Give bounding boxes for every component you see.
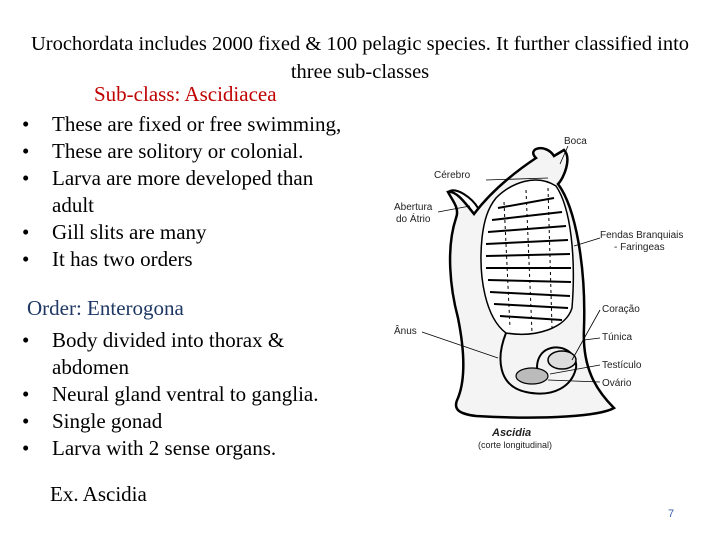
bullet-item [22,327,322,381]
bullet-item [22,435,402,462]
page-number: 7 [668,508,675,520]
caption-title: Ascidia [492,427,532,439]
bullet-item [22,381,402,408]
label-boca: Boca [564,136,587,147]
label-abertura: Abertura [394,202,433,213]
order-bullet-list [22,327,402,462]
bullet-dot-icon: • [22,382,30,406]
label-anus: Ânus [394,326,417,337]
bullet-item [22,408,402,435]
bullet-text: Larva are more developed than adult [52,166,314,217]
label-testiculo: Testículo [602,360,642,371]
bullet-text: Single gonad [52,409,163,433]
bullet-text: Neural gland ventral to ganglia. [52,382,319,406]
bullet-dot-icon: • [22,409,30,433]
bullet-item [22,246,402,273]
caption-subtitle: (corte longitudinal) [478,440,553,450]
bullet-text: Body divided into thorax & abdomen [52,328,285,379]
order-title: Order: Enterogona [27,296,184,320]
heart-shape [548,351,576,369]
bullet-text: These are fixed or free swimming, [52,112,342,136]
bullet-dot-icon: • [22,139,30,163]
gonad-shape [516,368,548,384]
bullet-text: Larva with 2 sense organs. [52,436,277,460]
label-abertura-2: do Átrio [396,214,431,225]
bullet-text: These are solitory or colonial. [52,139,304,163]
bullet-dot-icon: • [22,166,30,190]
bullet-dot-icon: • [22,436,30,460]
bullet-item [22,165,352,219]
bullet-dot-icon: • [22,220,30,244]
label-cerebro: Cérebro [434,170,471,181]
bullet-dot-icon: • [22,247,30,271]
ascidia-diagram [386,128,718,458]
bullet-text: Gill slits are many [52,220,207,244]
bullet-dot-icon: • [22,112,30,136]
bullet-dot-icon: • [22,328,30,352]
bullet-text: It has two orders [52,247,193,271]
label-coracao: Coração [602,304,640,315]
label-fendas-2: - Faringeas [614,242,665,253]
label-tunica: Túnica [602,332,633,343]
bullet-item [22,219,402,246]
label-fendas: Fendas Branquiais [600,230,684,241]
label-ovario: Ovário [602,378,632,389]
bullet-item [22,111,402,138]
subclass-title: Sub-class: Ascidiacea [94,82,277,106]
bullet-item [22,138,402,165]
subclass-bullet-list [22,111,402,273]
slide-heading: Urochordata includes 2000 fixed & 100 pelagic species. It further classified into three sub-classes [30,33,690,83]
example-text: Ex. Ascidia [50,482,147,506]
